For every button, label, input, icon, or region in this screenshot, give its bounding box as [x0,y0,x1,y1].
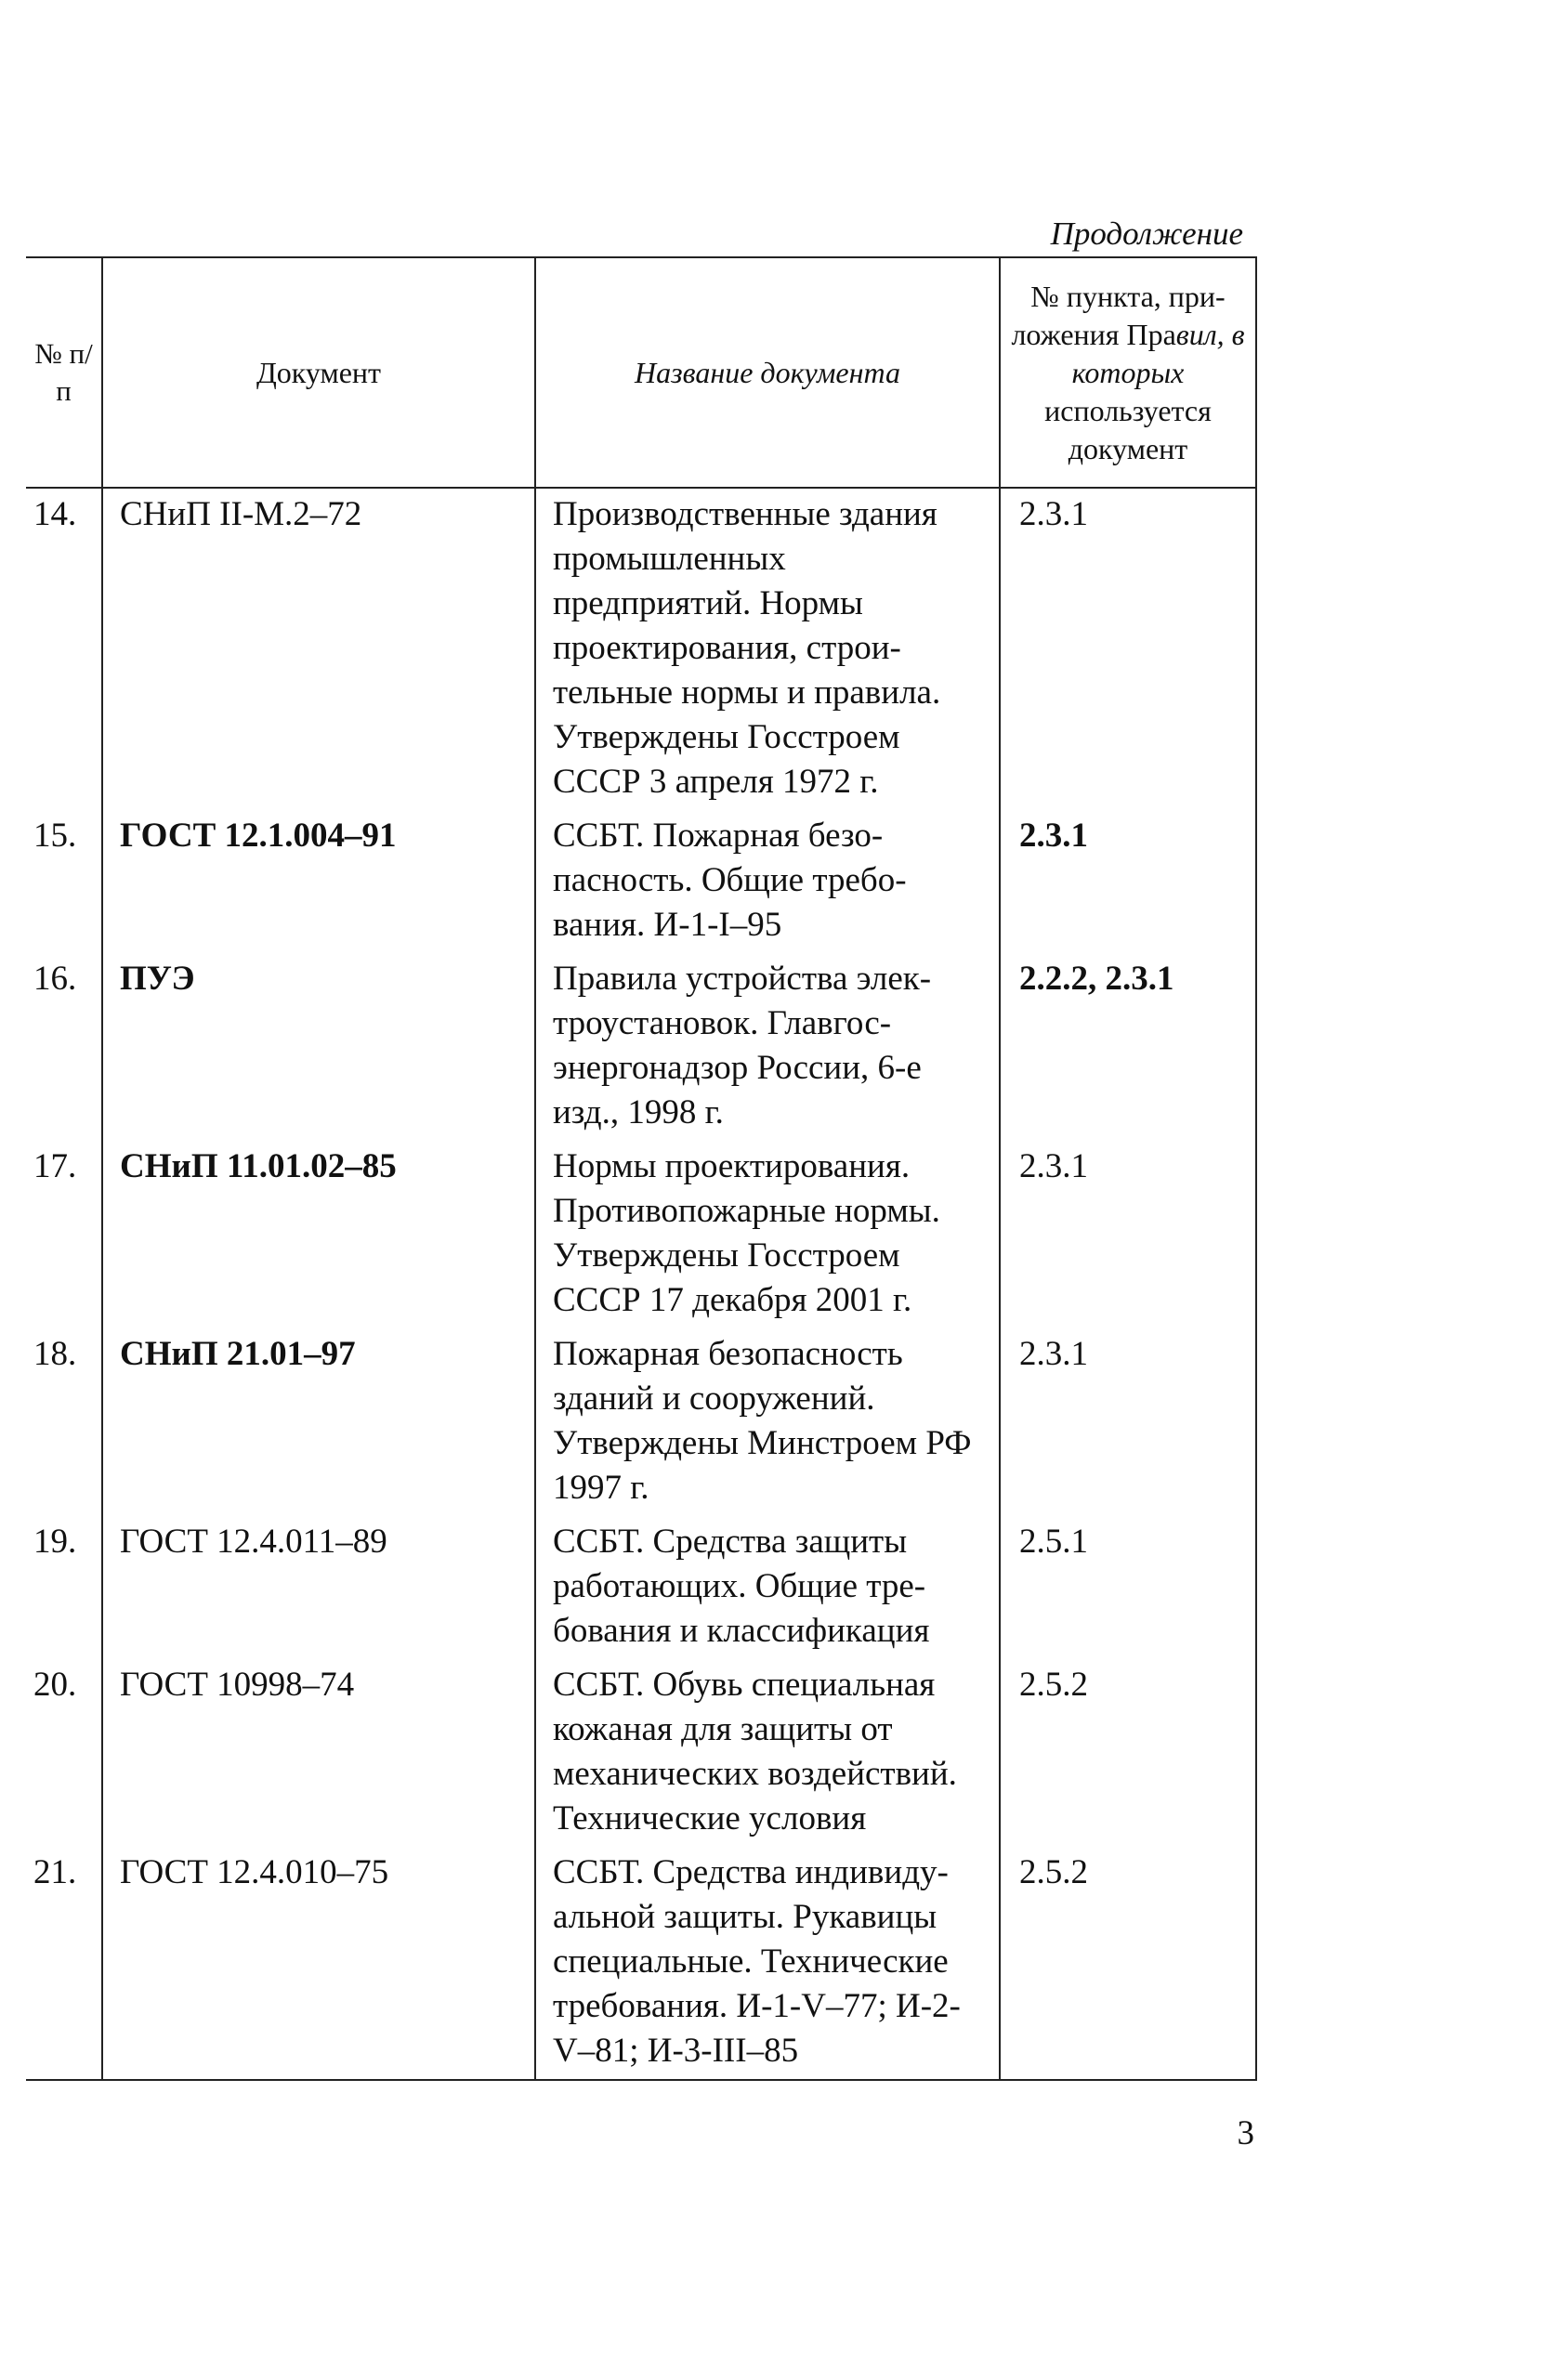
header-reference-part1: № пункта, приложения Пра [1011,279,1226,351]
row-document: ГОСТ 12.4.011–89 [102,1516,535,1659]
header-reference-part3: используется документ [1044,393,1212,465]
row-document: СНиП II-М.2–72 [102,488,535,810]
header-reference-part2: вил, в которых [1071,317,1245,389]
row-document: СНиП 21.01–97 [102,1328,535,1516]
header-document: Документ [102,257,535,488]
row-reference: 2.3.1 [1000,488,1256,810]
table-row [26,1516,1256,1659]
row-title: ССБТ. Средства защиты работающих. Общие требования и классификация [535,1516,1000,1659]
row-title: Пожарная безопасность зданий и сооружений. Утверждены Минстроем РФ 1997 г. [535,1328,1000,1516]
row-number: 21. [26,1847,102,2080]
row-reference: 2.5.2 [1000,1659,1256,1847]
row-number: 17. [33,1147,77,1185]
row-reference: 2.5.1 [1000,1516,1256,1659]
row-number: 19. [33,1523,77,1561]
row-document: ГОСТ 10998–74 [102,1659,535,1847]
row-reference: 2.3.1 [1000,1141,1256,1328]
table-row [26,1847,1256,2080]
row-reference: 2.2.2, 2.3.1 [1000,953,1256,1141]
row-title: ССБТ. Средства индивидуальной защиты. Рукавицы специальные. Технические требования. И-1-V–77; И-2-V–81; И-3-III–85 [535,1847,1000,2080]
row-number: 15. [33,817,77,855]
row-title: Производственные здания промышленных предприятий. Нормы проектирования, строительные нормы и правила. Утверждены Госстроем СССР 3 апреля 1972 г. [535,488,1000,810]
header-reference [1000,257,1256,488]
table-row [26,1659,1256,1847]
table-row [26,810,1256,953]
table-header [26,257,1256,488]
row-document: ПУЭ [102,953,535,1141]
row-document: СНиП 11.01.02–85 [102,1141,535,1328]
row-title: ССБТ. Пожарная безопасность. Общие требования. И-1-I–95 [535,810,1000,953]
row-number: 20. [33,1666,77,1704]
row-title: Нормы проектирования. Противопожарные нормы. Утверждены Госстроем СССР 17 декабря 2001 г. [535,1141,1000,1328]
row-title: Правила устройства электроустановок. Главгосэнергонадзор России, 6-е изд., 1998 г. [535,953,1000,1141]
continuation-label: Продолжение [1050,216,1243,252]
table-row [26,1141,1256,1328]
header-number: № п/п [26,257,102,488]
row-document: ГОСТ 12.1.004–91 [102,810,535,953]
row-reference: 2.3.1 [1000,810,1256,953]
page-number: 3 [1237,2114,1254,2152]
row-document: ГОСТ 12.4.010–75 [102,1847,535,2080]
row-title: ССБТ. Обувь специальная кожаная для защиты от механических воздействий. Технические условия [535,1659,1000,1847]
table-row [26,953,1256,1141]
row-reference: 2.5.2 [1000,1847,1256,2080]
row-number: 14. [33,495,77,533]
table-row [26,488,1256,810]
table-row [26,1328,1256,1516]
row-reference: 2.3.1 [1000,1328,1256,1516]
normative-documents-table [26,256,1257,2081]
row-number: 16. [33,960,77,998]
header-title: Название документа [535,257,1000,488]
row-number: 18. [33,1335,77,1373]
